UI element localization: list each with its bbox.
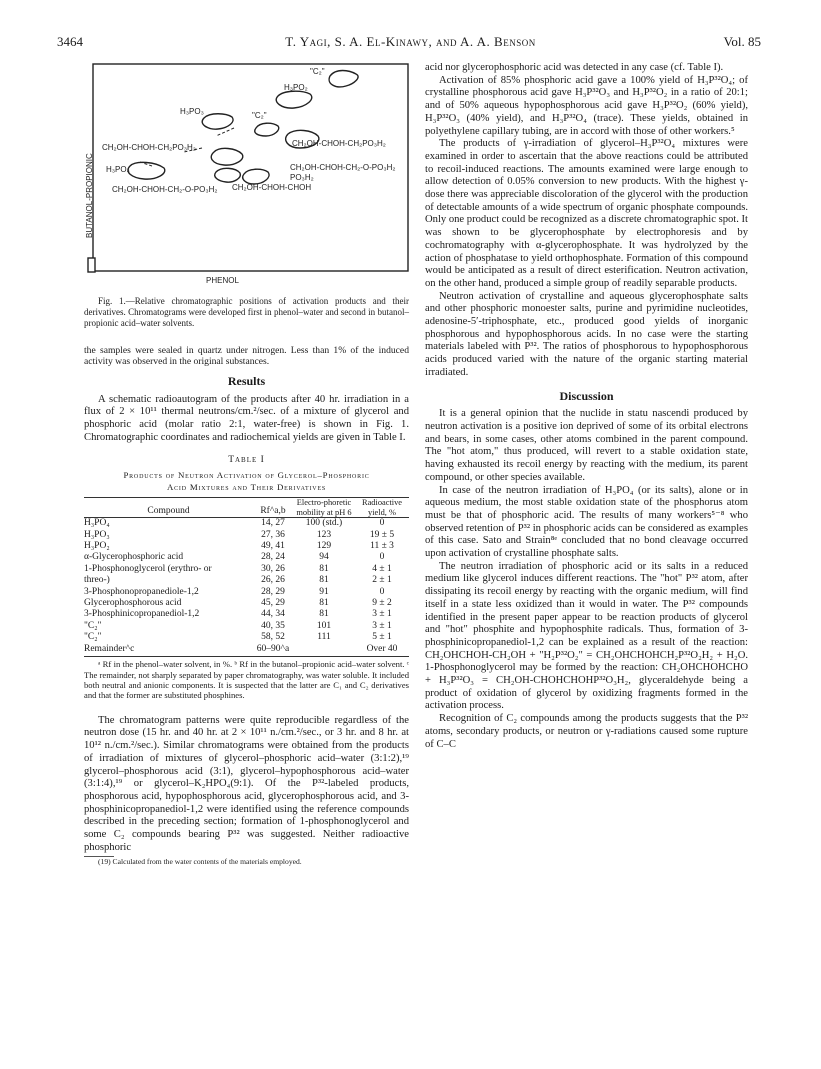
- spot-label: CH₂OH-CHOH-CHOH: [232, 183, 312, 192]
- table-cell-yield: 0: [379, 518, 385, 529]
- table-cell-rf: 49, 41: [261, 541, 285, 552]
- table-cell-rf: 44, 34: [261, 609, 285, 620]
- table-row: [84, 518, 409, 530]
- table-cell-compound: "C₂": [84, 620, 102, 631]
- table-cell-mobility: 91: [319, 586, 329, 597]
- col-header: Compound: [147, 505, 190, 516]
- left-column: [84, 296, 409, 868]
- paragraph: In case of the neutron irradiation of H₃PO₄ (or its salts), alone or in aqueous medium, the most stable oxidation state of the phosphorus atom must be that of phosphoric acid. The results of many workers⁵⁻⁸ who observed retention of P³² in phosphoric acids can be considered as examples of this case. Sato and Strain⁸ᵉ concluded that no bond cleavage occurred upon activation of crystalline phosphate salts.: [425, 484, 748, 560]
- table-cell-yield: 3 ± 1: [372, 620, 392, 631]
- table-cell-rf: 30, 26: [261, 563, 285, 574]
- table-cell-mobility: 81: [319, 609, 329, 620]
- table-cell-yield: 5 ± 1: [372, 632, 392, 643]
- table-cell-compound: α-Glycerophosphoric acid: [84, 552, 184, 563]
- table-row: [84, 644, 409, 655]
- spot-label: H₃PO₃: [180, 107, 204, 116]
- table-cell-yield: 4 ± 1: [372, 563, 392, 574]
- table-cell-yield: 0: [379, 586, 385, 597]
- paragraph: acid nor glycerophosphoric acid was detected in any case (cf. Table I).: [425, 62, 724, 73]
- table-cell-mobility: 111: [317, 632, 331, 643]
- table-cell-compound: Remainder^c: [84, 643, 135, 654]
- paragraph: Recognition of C₂ compounds among the products suggests that the P³² atoms, secondary products, or neutron or γ-radiations caused some rupture of C–C: [425, 713, 748, 750]
- spot-label: CH₂OH-CHOH-CH₂PO₃H₂: [102, 143, 196, 152]
- table-cell-rf: 14, 27: [261, 518, 285, 529]
- page-number: 3464: [57, 34, 83, 49]
- spot-h3po4: [128, 162, 165, 179]
- spot-c2-top: [329, 71, 358, 87]
- paragraph: A schematic radioautogram of the products after 40 hr. irradiation in a flux of 2 × 10¹¹ thermal neutrons/cm.²/sec. of a mixture of glycerol and phosphoric acid (molar ratio 2:1, water-free) is shown in Fig. 1. Chromatographic coordinates and radiochemical yields are given in Table I.: [84, 393, 409, 443]
- table-row: [84, 530, 409, 541]
- paragraph: Activation of 85% phosphoric acid gave a 100% yield of H₃P³²O₄; of crystalline phosphorous acid gave H₃P³²O₃ and H₃P³²O₂ in a ratio of 20:1; and of 50% aqueous hypophosphorous acid gave H₃P³²O₂ (60% yield), H₃P³²O₃ (40% yield), and H₃P³²O₄ (trace). These yields, obtained in polyethylene capillary tubing, are in accord with those of other workers.⁵: [425, 74, 748, 137]
- paragraph: the samples were sealed in quartz under nitrogen. Less than 1% of the induced activity was observed in the original substances.: [84, 345, 409, 368]
- spot-h3po2: [276, 91, 312, 108]
- origin-marker: [88, 258, 95, 272]
- figure-1-chromatogram: [84, 62, 412, 284]
- table-cell-mobility: 81: [319, 598, 329, 609]
- table-cell-compound: H₃PO₃: [84, 529, 110, 540]
- table-cell-rf: 60–90^a: [256, 643, 290, 654]
- table-cell-rf: 45, 29: [261, 598, 285, 609]
- spot-label: "C₂": [252, 111, 267, 120]
- table-footnote: ᵃ Rf in the phenol–water solvent, in %. ᵇ Rf in the butanol–propionic acid–water solvent. ᶜ The remainder, not sharply separated by paper chromatography, was water soluble. It included both neutral and anionic components. It is suspected that the latter are C₁ and C₂ derivatives and that the former are substituted phosphines.: [84, 659, 409, 701]
- table-row: [84, 598, 409, 609]
- journal-volume: Vol. 85: [723, 34, 761, 49]
- col-header: Electro-phoretic mobility at pH 6: [296, 498, 352, 517]
- table-cell-mobility: 100 (std.): [305, 518, 343, 529]
- table-cell-mobility: 81: [319, 563, 329, 574]
- spot-phosphonoglycerol: [243, 169, 269, 184]
- table-cell-yield: 9 ± 2: [372, 598, 392, 609]
- running-authors: T. Yagi, S. A. El-Kinawy, and A. A. Benson: [285, 34, 536, 49]
- spot-label: CH₂OH-CHOH-CH₂-O-PO₃H₂: [290, 163, 396, 172]
- table-1: [84, 497, 409, 655]
- spot-label: "C₂": [310, 67, 325, 76]
- col-header: Rf^a,b: [260, 505, 286, 516]
- right-column: [425, 62, 748, 751]
- table-cell-yield: 11 ± 3: [370, 541, 394, 552]
- table-cell-compound: "C₂": [84, 632, 102, 643]
- spot-label: CH₂OH-CHOH-CH₂PO₃H₂: [292, 139, 386, 148]
- table-cell-mobility: 129: [316, 541, 332, 552]
- table-row: [84, 541, 409, 552]
- y-axis-label: BUTANOL-PROPIONIC: [85, 153, 94, 238]
- table-cell-rf: 28, 24: [261, 552, 285, 563]
- table-cell-rf: 40, 35: [261, 620, 285, 631]
- table-cell-compound: H₃PO₂: [84, 541, 110, 552]
- footnote: (19) Calculated from the water contents of the materials employed.: [98, 857, 302, 867]
- spot-h3po3: [202, 114, 233, 129]
- spot-label: PO₃H₂: [290, 173, 314, 182]
- spot-glycerophosphorous: [211, 148, 243, 165]
- spot-label: CH₂OH-CHOH-CH₂-O-PO₃H₂: [112, 185, 218, 194]
- table-cell-mobility: 101: [316, 620, 332, 631]
- col-header: Radioactive yield, %: [362, 498, 402, 517]
- table-row: [84, 575, 409, 586]
- table-label: Table I: [228, 455, 265, 466]
- spot-label: H₃PO₄: [106, 165, 130, 174]
- section-heading-results: Results: [227, 373, 266, 388]
- spot-c2-mid: [255, 123, 279, 136]
- table-cell-yield: 2 ± 1: [372, 575, 392, 586]
- figure-caption: Fig. 1.—Relative chromatographic positions of activation products and their derivatives. Chromatograms were developed first in phenol–water and second in butanol–propionic acid–water solvents.: [84, 296, 409, 328]
- table-cell-compound: Glycerophosphorous acid: [84, 598, 182, 609]
- table-title: Products of Neutron Activation of Glycerol–Phosphoric Acid Mixtures and Their Derivatives: [123, 470, 370, 493]
- paragraph: The neutron irradiation of phosphoric acid or its salts in a reduced medium like glycerol induces different reactions. The "hot" P³² atom, after dissipating its recoil energy by reacting with the organic medium, will find itself in a state less oxidized than it would in water. The P³² compounds identified in the present paper appear to be reaction products of glycerol and "hot" phosphite and hypophosphite radicals. Thus, formation of 3-phosphinicopropanediol-1,2 can be explained as a result of the reaction: CH₂OHCHOH-CH₂OH + "H₂P³²O₂" = CH₂OHCHOHCH₂P³²O₂H₂ + H₂O. 1-Phosphonoglycerol may be formed by the reaction: CH₂OHCHOHCHO + H₃P³²O₃ = CH₂OH-CHOHCHOHP³²O₃H₂, glyceraldehyde being a product of oxidation of glycerol by oxidizing fragments formed in the activation process.: [425, 560, 748, 712]
- table-row: [84, 621, 409, 632]
- spot-label: H₃PO₂: [284, 83, 308, 92]
- table-cell-mobility: 81: [319, 575, 329, 586]
- table-cell-yield: 3 ± 1: [372, 609, 392, 620]
- table-cell-compound: 1-Phosphonoglycerol (erythro- or: [84, 563, 212, 574]
- table-cell-compound: H₃PO₄: [84, 518, 110, 529]
- table-cell-rf: 28, 29: [261, 586, 285, 597]
- table-cell-mobility: 94: [319, 552, 329, 563]
- table-row: [84, 564, 409, 575]
- table-cell-rf: 58, 52: [261, 632, 285, 643]
- table-cell-yield: 19 ± 5: [369, 529, 395, 540]
- table-cell-compound: 3-Phosphonopropanediole-1,2: [84, 586, 199, 597]
- table-cell-compound: 3-Phosphinicopropanediol-1,2: [84, 609, 200, 620]
- table-row: [84, 632, 409, 643]
- paragraph: The chromatogram patterns were quite reproducible regardless of the neutron dose (15 hr. and 40 hr. at 2 × 10¹¹ n./cm.²/sec., or 3 hr. and 8 hr. at 10¹² n./cm.²/sec.). Similar chromatograms were obtained from the products of irradiation of mixtures of glycerol–phosphoric acid–water (3:1:2),¹⁹ glycerol–phosphorous acid (3:1), glycerol–hypophosphorous acid–water (3:1:4),¹⁹ or glycerol–K₂HPO₄(9:1). Of the P³²-labeled products, phosphorous acid, hypophosphorous acid, glycerophosphorous acid, and 3-phosphinicopropanediol-1,2 were identified using the reference compounds described in the preceding section; formation of 1-phosphonoglycerol and some C₂ compounds bearing P³² was suggested. Neither radioactive phosphoric: [84, 714, 409, 853]
- paragraph: Neutron activation of crystalline and aqueous glycerophosphate salts and other phosphoric monoester salts, purine and pyrimidine nucleotides, adenosine-5′-triphosphate, etc., produced good yields of inorganic phosphorous and hypophosphorous acids. In no case were the starting materials labeled with P³². The ratios of phosphorous to hypophosphorous acids produced varied with the nature of the organic starting material irradiated.: [425, 290, 748, 378]
- paragraph: The products of γ-irradiation of glycerol–H₃P³²O₄ mixtures were examined in order to ascertain that the above reactions could be attributed to recoil-induced reactions. The amounts examined were large enough to allow detection of 0.05% conversion to new products. With the highest γ-dose there was appreciable discoloration of the glycerol with the production of detectable amounts of a wide spectrum of organic phosphate compounds. Only one product could be recognized as a discrete chromatographic spot. It was shown to be glycerophosphate by electrophoresis and by cochromatography with α-glycerophosphate. It was hydrolyzed by the action of phosphatase to yield orthophosphate. Formation of this compound would be anticipated as a result of direct esterification. Neutron activation, on the other hand, produced a simple group of readily separable products.: [425, 138, 748, 289]
- spot-glycerophosphoric: [215, 168, 241, 182]
- table-row: [84, 587, 409, 598]
- table-cell-mobility: 123: [316, 529, 332, 540]
- table-cell-rf: 27, 36: [261, 529, 285, 540]
- table-cell-yield: 0: [379, 552, 385, 563]
- table-cell-rf: 26, 26: [261, 575, 285, 586]
- table-cell-mobility: [293, 644, 355, 655]
- paragraph: It is a general opinion that the nuclide in statu nascendi produced by neutron activation is a positive ion deprived of some of its orbital electrons and bears, in some cases, other atoms combined in the parent compound. The "hot atom," thus produced, will revert to a stable oxidation state, having exhausted its recoil energy by reacting with the medium, its parent compound, or other species available.: [425, 408, 748, 483]
- x-axis-label: PHENOL: [206, 276, 239, 284]
- section-heading-discussion: Discussion: [559, 388, 614, 403]
- table-row: [84, 552, 409, 563]
- table-row: [84, 609, 409, 620]
- table-cell-yield: Over 40: [366, 643, 398, 654]
- table-cell-compound: threo-): [84, 575, 110, 586]
